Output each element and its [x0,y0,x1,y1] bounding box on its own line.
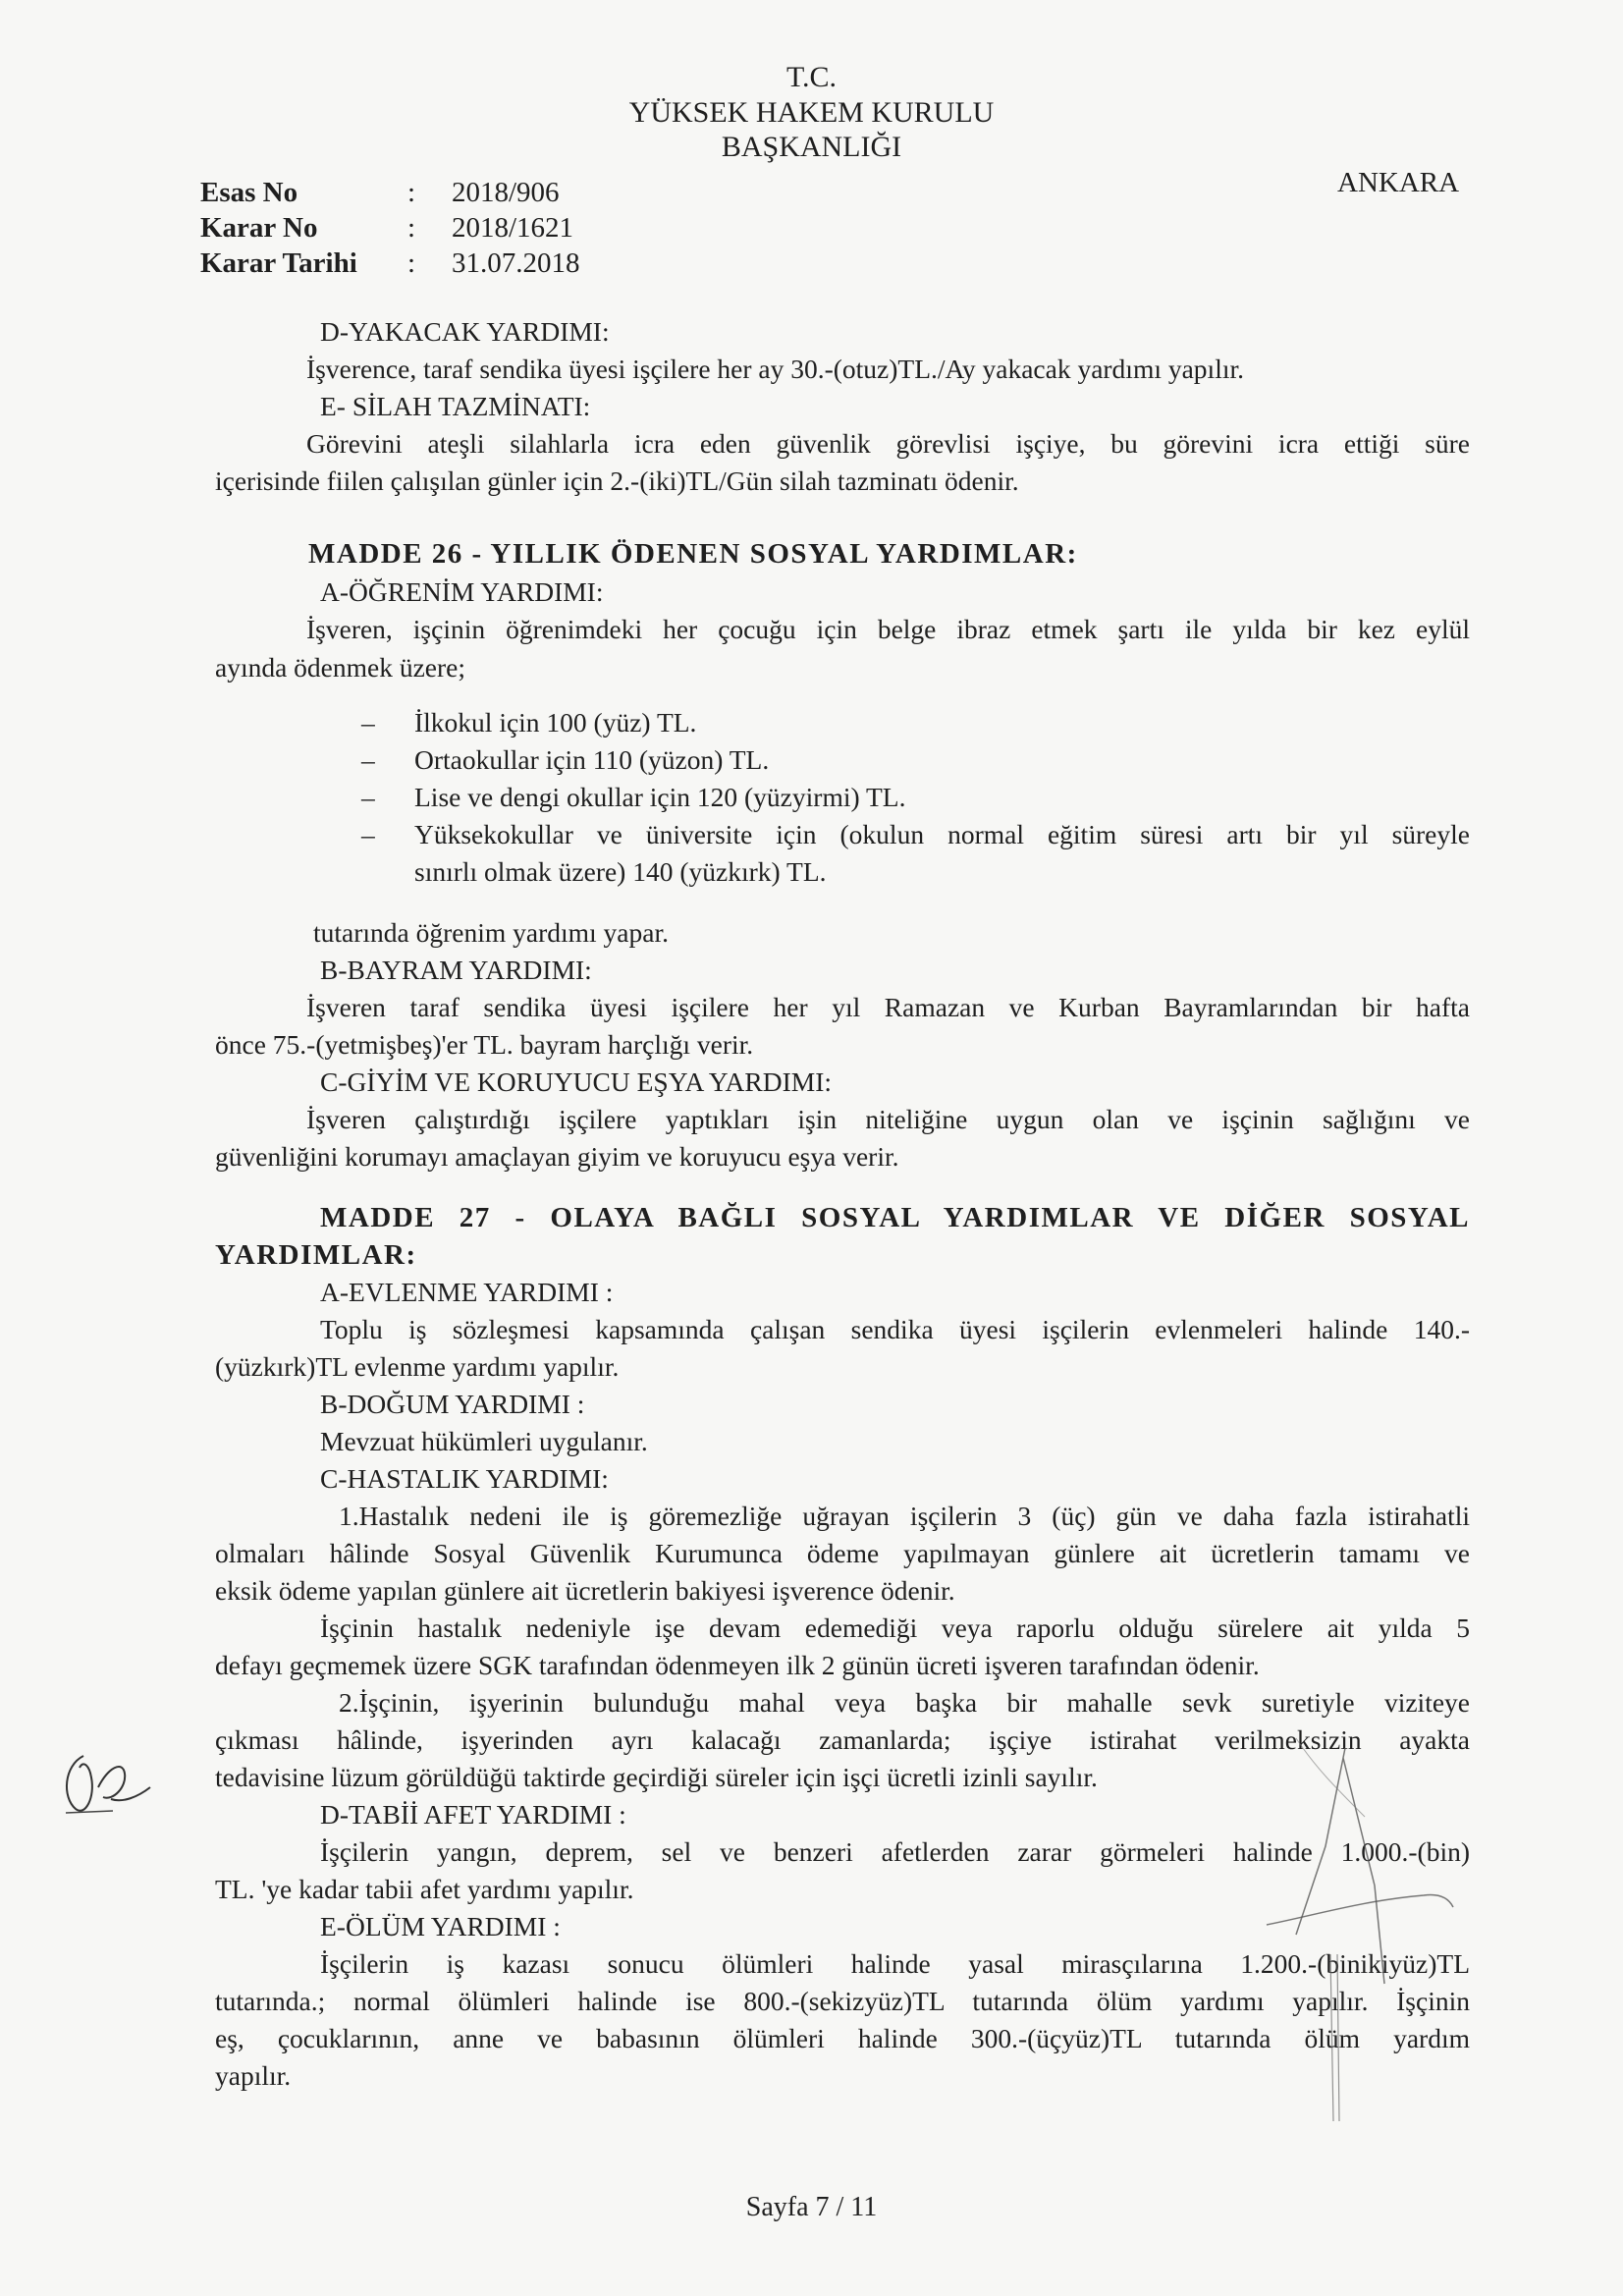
meta-label: Esas No [200,177,298,208]
page-number: Sayfa 7 / 11 [745,2192,878,2222]
list-item-cont: sınırlı olmak üzere) 140 (yüzkırk) TL. [414,856,827,887]
text-line: yapılır. [215,2060,292,2091]
section-heading: C-HASTALIK YARDIMI: [320,1463,609,1494]
text-line: ayında ödenmek üzere; [215,652,466,683]
meta-label: Karar Tarihi [200,247,357,279]
handwritten-initials-mark [54,1738,162,1827]
text-line: tutarında.; normal ölümleri halinde ise 800.-(sekizyüz)TL tutarında ölüm yardımı yapılır. İşçinin [215,1986,1470,2016]
section-heading: D-TABİİ AFET YARDIMI : [320,1799,626,1830]
text-line: Görevini ateşli silahlarla icra eden güvenlik görevlisi işçiye, bu görevini icra ettiği süre [306,428,1470,459]
text-line: önce 75.-(yetmişbeş)'er TL. bayram harçlığı verir. [215,1029,754,1060]
text-line: 1.Hastalık nedeni ile iş göremezliğe uğrayan işçilerin 3 (üç) gün ve daha fazla istirahatli [339,1501,1470,1531]
text-line: tedavisine lüzum görüldüğü taktirde geçirdiği süreler için işçi ücretli izinli sayılır. [215,1762,1098,1792]
list-dash: – [361,744,375,775]
list-item: İlkokul için 100 (yüz) TL. [414,707,697,738]
article-heading-cont: YARDIMLAR: [215,1239,417,1271]
text-line: eş, çocuklarının, anne ve babasının ölümleri halinde 300.-(üçyüz)TL tutarında ölüm yardım [215,2023,1470,2053]
header-tc: T.C. [785,61,838,93]
list-item: Ortaokullar için 110 (yüzon) TL. [414,744,770,775]
article-heading: MADDE 27 - OLAYA BAĞLI SOSYAL YARDIMLAR VE DİĞER SOSYAL [320,1202,1470,1233]
header-presidency: BAŞKANLIĞI [721,131,902,163]
text-line: TL. 'ye kadar tabii afet yardımı yapılır. [215,1874,634,1904]
list-dash: – [361,819,375,849]
header-institution: YÜKSEK HAKEM KURULU [628,96,995,129]
meta-sep: : [407,247,416,279]
section-heading: E-ÖLÜM YARDIMI : [320,1911,561,1941]
list-dash: – [361,707,375,738]
list-item: Yüksekokullar ve üniversite için (okulun normal eğitim süresi artı bir yıl süreyle [414,819,1470,849]
article-heading: MADDE 26 - YILLIK ÖDENEN SOSYAL YARDIMLAR: [308,538,1078,570]
text-line: (yüzkırk)TL evlenme yardımı yapılır. [215,1351,620,1382]
handwritten-page-mark [1227,1728,1483,2141]
list-item: Lise ve dengi okullar için 120 (yüzyirmi) TL. [414,782,906,812]
section-heading: B-DOĞUM YARDIMI : [320,1389,585,1419]
meta-sep: : [407,177,416,208]
text-line: tutarında öğrenim yardımı yapar. [313,917,669,948]
text-line: Mevzuat hükümleri uygulanır. [320,1426,648,1456]
text-line: İşveren çalıştırdığı işçilere yaptıkları işin niteliğine uygun olan ve işçinin sağlığını ve [306,1104,1470,1134]
meta-value: 2018/1621 [452,212,574,244]
header-city: ANKARA [1337,167,1460,198]
section-heading: E- SİLAH TAZMİNATI: [320,391,591,421]
text-line: İşçilerin iş kazası sonucu ölümleri halinde yasal mirasçılarına 1.200.-(binikiyüz)TL [320,1948,1470,1979]
section-heading: A-EVLENME YARDIMI : [320,1277,614,1307]
list-dash: – [361,782,375,812]
section-heading: D-YAKACAK YARDIMI: [320,316,610,347]
text-line: İşverence, taraf sendika üyesi işçilere her ay 30.-(otuz)TL./Ay yakacak yardımı yapılır. [306,354,1244,384]
text-line: defayı geçmemek üzere SGK tarafından ödenmeyen ilk 2 günün ücreti işveren tarafından ödenir. [215,1650,1260,1680]
text-line: güvenliğini korumayı amaçlayan giyim ve koruyucu eşya verir. [215,1141,899,1172]
text-line: İşçinin hastalık nedeniyle işe devam edemediği veya raporlu olduğu sürelere ait yılda 5 [320,1613,1470,1643]
text-line: Toplu iş sözleşmesi kapsamında çalışan sendika üyesi işçilerin evlenmeleri halinde 140.- [320,1314,1470,1344]
section-heading: C-GİYİM VE KORUYUCU EŞYA YARDIMI: [320,1066,832,1097]
text-line: olmaları hâlinde Sosyal Güvenlik Kurumunca ödeme yapılmayan günlere ait ücretlerin tamamı ve [215,1538,1470,1568]
text-line: eksik ödeme yapılan günlere ait ücretlerin bakiyesi işverence ödenir. [215,1575,955,1606]
section-heading: A-ÖĞRENİM YARDIMI: [320,576,604,607]
text-line: 2.İşçinin, işyerinin bulunduğu mahal veya başka bir mahalle sevk suretiyle viziteye [339,1687,1470,1718]
text-line: İşveren, işçinin öğrenimdeki her çocuğu için belge ibraz etmek şartı ile yılda bir kez eylül [306,614,1470,644]
text-line: çıkması hâlinde, işyerinden ayrı kalacağı zamanlarda; işçiye istirahat verilmeksizin ayakta [215,1724,1470,1755]
meta-label: Karar No [200,212,318,244]
text-line: İşçilerin yangın, deprem, sel ve benzeri afetlerden zarar görmeleri halinde 1.000.-(bin) [320,1836,1470,1867]
meta-sep: : [407,212,416,244]
text-line: İşveren taraf sendika üyesi işçilere her yıl Ramazan ve Kurban Bayramlarından bir hafta [306,992,1470,1022]
section-heading: B-BAYRAM YARDIMI: [320,955,592,985]
meta-value: 31.07.2018 [452,247,580,279]
text-line: içerisinde fiilen çalışılan günler için 2.-(iki)TL/Gün silah tazminatı ödenir. [215,465,1019,496]
meta-value: 2018/906 [452,177,560,208]
